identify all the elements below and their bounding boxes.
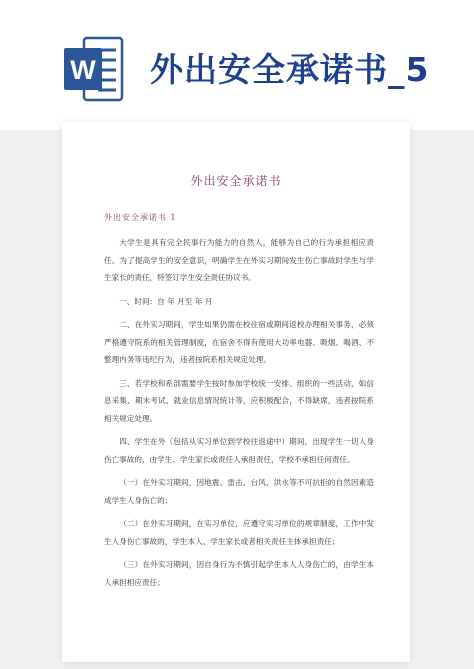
document-body [104, 234, 374, 597]
document-subtitle: 外出安全承诺书 1 [104, 213, 177, 222]
paragraph-clause-2: 二、在外实习期间，学生如果仍需在校住宿或期间返校办理相关事务，必须严格遵守院系的相关管理制度，在宿舍不得有使用大功率电器、吸烟、喝酒、不整理内务等违纪行为，违者按院系相关规定处理。 [104, 320, 374, 364]
page-title: 外出安全承诺书_5 [150, 50, 430, 89]
word-icon [64, 36, 124, 102]
paragraph-intro: 大学生是具有完全民事行为能力的自然人，能够为自己的行为承担相应责任。为了提高学生的安全意识，明确学生在外实习期间发生伤亡事故时学生与学生家长的责任，特签订学生安全责任协议书。 [104, 238, 374, 282]
document-title: 外出安全承诺书 [190, 174, 282, 188]
paragraph-time: 一、时间：自 年 月至 年 月 [119, 296, 213, 306]
paragraph-clause-4: 四、学生在外（包括从实习单位到学校往返途中）期间，出现学生一切人身伤亡事故的，由学生、学生家长或责任人承担责任，学校不承担任何责任。 [104, 437, 374, 464]
paragraph-sub-1: （一）在外实习期间，因地震、雷击、台风、洪水等不可抗拒的自然因素造成学生人身伤亡的； [104, 478, 374, 505]
paragraph-sub-2: （二）在外实习期间，在实习单位，应遵守实习单位的规章制度，工作中发生人身伤亡事故的，学生本人、学生家长或者相关责任主体承担责任； [104, 519, 374, 546]
document-page [62, 122, 410, 662]
paragraph-clause-3: 三、若学校和系部需要学生按时参加学校统一安排、组织的一些活动，如信息采集、期末考试、就业信息情况统计等，应积极配合，不得缺席，违者按院系相关规定处理。 [104, 378, 374, 423]
page-header [0, 0, 474, 130]
word-logo-letter: W [70, 55, 96, 85]
paragraph-sub-3: （三）在外实习期间，因自身行为不慎引起学生本人人身伤亡的，由学生本人承担相应责任； [104, 560, 374, 587]
